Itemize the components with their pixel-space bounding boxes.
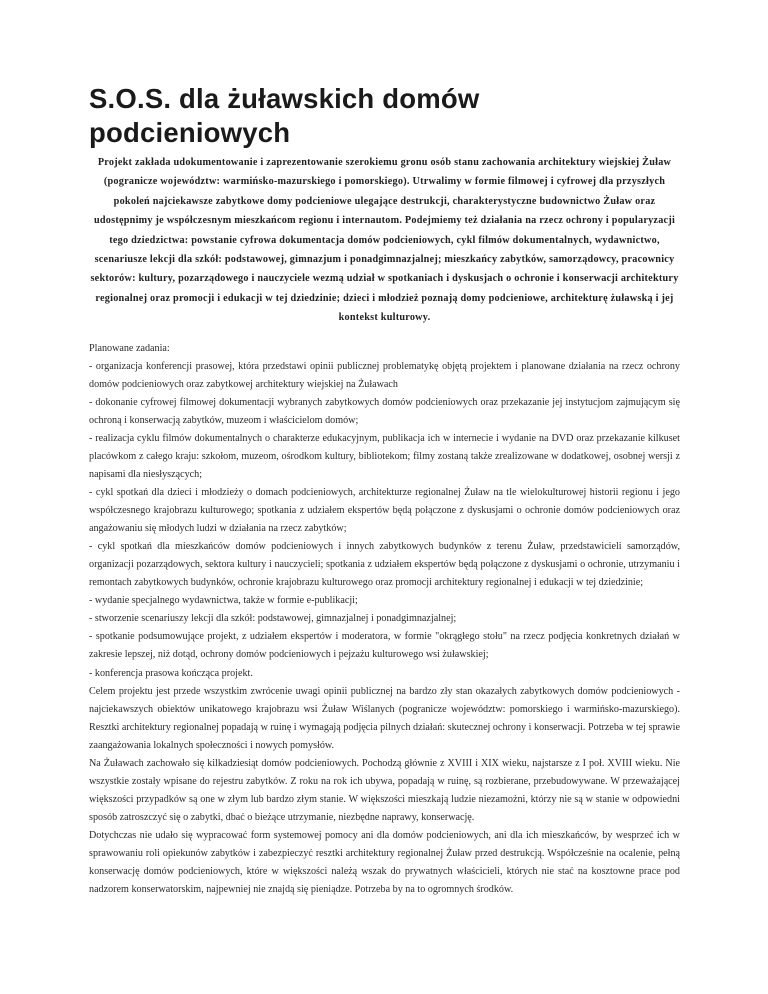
body-paragraph: Dotychczas nie udało się wypracować form systemowej pomocy ani dla domów podcieniowych, ani dla ich mieszkańców, by wesprzeć ich w sprawowaniu roli opiekunów zabytków i zabezpieczyć resztki architektury regionalnej Żuław przed destrukcją. Współcześnie na ocalenie, pełną konserwację domów podcieniowych, które w większości należą wszak do prywatnych właścicieli, których nie stać na kosztowne prace pod nadzorem konserwatorskim, najpewniej nie znajdą się pieniądze. Potrzeba by na to ogromnych środków. xyxy=(89,829,680,896)
body-paragraph: - cykl spotkań dla mieszkańców domów podcieniowych i innych zabytkowych budynków z terenu Żuław, przedstawicieli samorządów, organizacji pozarządowych, sektora kultury i nauczycieli; spotkania z udziałem ekspertów będą połączone z dyskusjami o ochronie, utrzymaniu i remontach zabytkowych budynków, ochronie krajobrazu kulturowego oraz promocji architektury regionalnej i edukacji w tej dziedzinie; xyxy=(89,541,680,589)
body-paragraph: - cykl spotkań dla dzieci i młodzieży o domach podcieniowych, architekturze regionalnej Żuław na tle wielokulturowej historii regionu i jego współczesnego krajobrazu kulturowego; spotkania z udziałem ekspertów będą połączone z dyskusjami o ochronie domów podcieniowych oraz angażowaniu się młodych ludzi w działania na rzecz zabytków; xyxy=(89,487,680,535)
body-paragraph: Planowane zadania: xyxy=(89,342,170,354)
body-paragraph: - stworzenie scenariuszy lekcji dla szkół: podstawowej, gimnazjalnej i ponadgimnazjalnej; xyxy=(89,613,457,625)
body-paragraph: - wydanie specjalnego wydawnictwa, także w formie e-publikacji; xyxy=(89,595,358,607)
document-body xyxy=(89,340,680,899)
abstract-paragraph: Projekt zakłada udokumentowanie i zaprezentowanie szerokiemu gronu osób stanu zachowania architektury wiejskiej Żuław (pogranicze województw: warmińsko-mazurskiego i pomorskiego). Utrwalimy w formie filmowej i cyfrowej dla przyszłych pokoleń najciekawsze zabytkowe domy podcieniowe ulegające destrukcji, charakterystyczne budownictwo Żuław oraz udostępnimy je współczesnym mieszkańcom regionu i internautom. Podejmiemy też działania na rzecz ochrony i popularyzacji tego dziedzictwa: powstanie cyfrowa dokumentacja domów podcieniowych, cykl filmów dokumentalnych, wydawnictwo, scenariusze lekcji dla szkół: podstawowej, gimnazjum i ponadgimnazjalnej; mieszkańcy zabytków, samorządowcy, pracownicy sektorów: kultury, pozarządowego i nauczyciele wezmą udział w spotkaniach i dyskusjach o ochronie i konserwacji architektury regionalnej oraz promocji i edukacji w tej dziedzinie; dzieci i młodzież poznają domy podcieniowe, architekturę żuławską i jej kontekst kulturowy. xyxy=(90,157,679,324)
body-paragraph: - realizacja cyklu filmów dokumentalnych o charakterze edukacyjnym, publikacja ich w internecie i wydanie na DVD oraz przekazanie kilkuset placówkom z całego kraju: szkołom, muzeom, ośrodkom kultury, bibliotekom; filmy zostaną także zrealizowane w dodatkowej, osobnej wersji z napisami dla niesłyszących; xyxy=(89,432,680,480)
body-paragraph: - spotkanie podsumowujące projekt, z udziałem ekspertów i moderatora, w formie "okrągłego stołu" na rzecz podjęcia konkretnych działań w zakresie lepszej, niż dotąd, ochrony domów podcieniowych i pejzażu kulturowego wsi żuławskiej; xyxy=(89,631,680,661)
body-paragraph: - organizacja konferencji prasowej, która przedstawi opinii publicznej problematykę objętą projektem i planowane działania na rzecz ochrony domów podcieniowych oraz zabytkowej architektury wiejskiej na Żuławach xyxy=(89,360,680,390)
body-paragraph: - dokonanie cyfrowej filmowej dokumentacji wybranych zabytkowych domów podcieniowych oraz przekazanie jej instytucjom zajmującym się ochroną i konserwacją zabytków, muzeom i właścicielom domów; xyxy=(89,396,680,426)
body-paragraph: Celem projektu jest przede wszystkim zwrócenie uwagi opinii publicznej na bardzo zły stan okazałych zabytkowych domów podcieniowych - najciekawszych obiektów unikatowego krajobrazu wsi Żuław Wiślanych (pogranicze województw: pomorskiego i warmińsko-mazurskiego). Resztki architektury regionalnej popadają w ruinę i wymagają podjęcia pilnych działań: skutecznej ochrony i konserwacji. Potrzeba w tej sprawie zaangażowania lokalnych społeczności i nowych pomysłów. xyxy=(89,685,680,751)
document-title: S.O.S. dla żuławskich domów podcieniowych xyxy=(89,83,480,148)
body-paragraph: Na Żuławach zachowało się kilkadziesiąt domów podcieniowych. Pochodzą głównie z XVIII i XIX wieku, najstarsze z I poł. XVIII wieku. Nie wszystkie zostały wpisane do rejestru zabytków. Z roku na rok ich ubywa, popadają w ruinę, są rozbierane, przebudowywane. W przeważającej większości przypadków są one w złym lub bardzo złym stanie. W większości mieszkają ludzie niezamożni, którzy nie są w stanie w odpowiedni sposób zatroszczyć się o zabytki, dbać o bieżące utrzymanie, niezbędne naprawy, konserwację. xyxy=(89,757,680,823)
body-paragraph: - konferencja prasowa kończąca projekt. xyxy=(89,667,253,679)
